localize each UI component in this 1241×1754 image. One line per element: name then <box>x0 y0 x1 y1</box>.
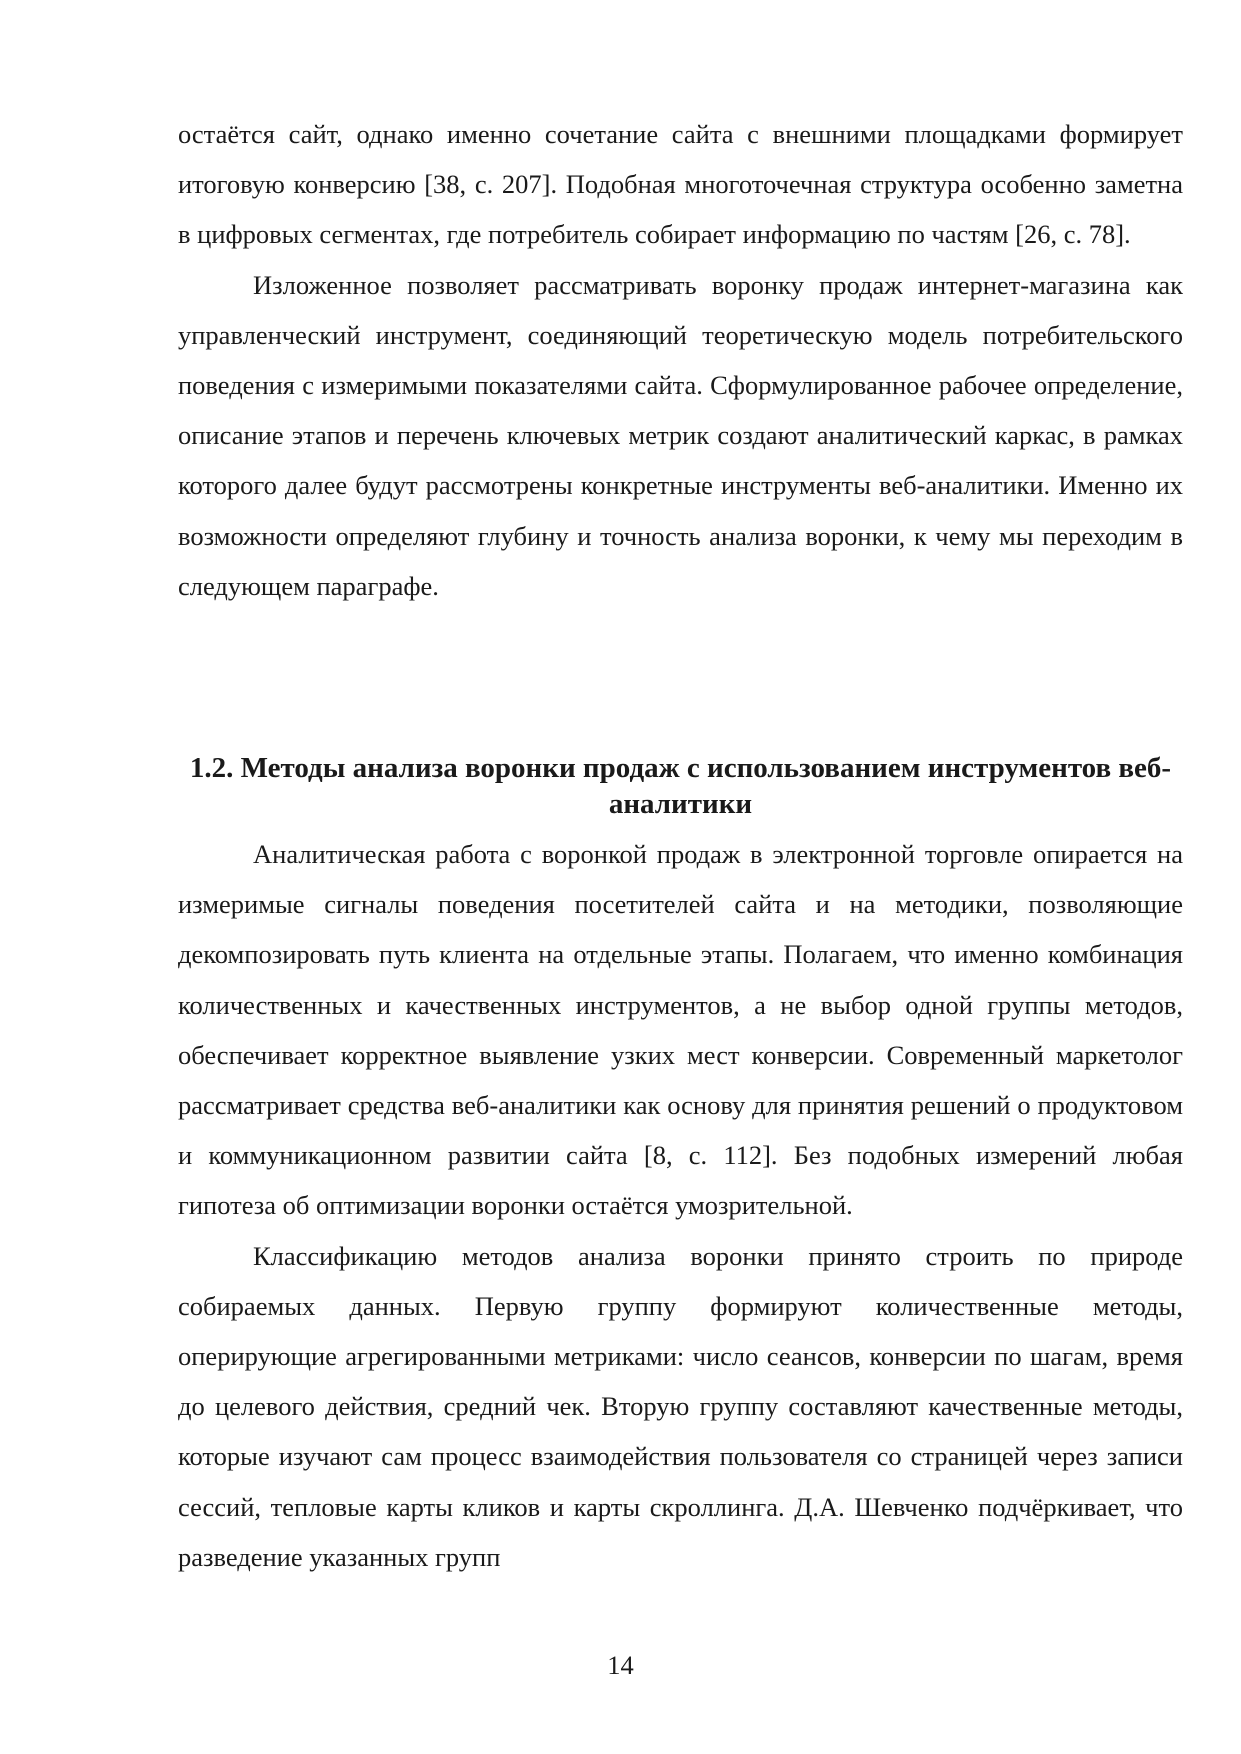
paragraph-summary: Изложенное позволяет рассматривать воронку продаж интернет-магазина как управленческий инструмент, соединяющий теоретическую модель потребительского поведения с измеримыми показателями сайта. Сформулированное рабочее определение, описание этапов и перечень ключевых метрик создают аналитический каркас, в рамках которого далее будут рассмотрены конкретные инструменты веб-аналитики. Именно их возможности определяют глубину и точность анализа воронки, к чему мы переходим в следующем параграфе. <box>178 269 1183 601</box>
text-block-section <box>178 829 1183 1582</box>
paragraph-continuation: остаётся сайт, однако именно сочетание сайта с внешними площадками формирует итоговую конверсию [38, с. 207]. Подобная многоточечная структура особенно заметна в цифровых сегментах, где потребитель собирает информацию по частям [26, с. 78]. <box>178 119 1183 250</box>
text-block-top <box>178 109 1183 611</box>
paragraph-analytics-intro: Аналитическая работа с воронкой продаж в электронной торговле опирается на измеримые сигналы поведения посетителей сайта и на методики, позволяющие декомпозировать путь клиента на отдельные этапы. Полагаем, что именно комбинация количественных и качественных инструментов, а не выбор одной группы методов, обеспечивает корректное выявление узких мест конверсии. Современный маркетолог рассматривает средства веб-аналитики как основу для принятия решений о продуктовом и коммуникационном развитии сайта [8, с. 112]. Без подобных измерений любая гипотеза об оптимизации воронки остаётся умозрительной. <box>178 839 1183 1221</box>
page-number: 14 <box>607 1650 634 1680</box>
paragraph-methods-classification: Классификацию методов анализа воронки принято строить по природе собираемых данных. Первую группу формируют количественные методы, оперирующие агрегированными метриками: число сеансов, конверсии по шагам, время до целевого действия, средний чек. Вторую группу составляют качественные методы, которые изучают сам процесс взаимодействия пользователя со страницей через записи сессий, тепловые карты кликов и карты скроллинга. Д.А. Шевченко подчёркивает, что разведение указанных групп <box>178 1240 1183 1572</box>
section-heading: 1.2. Методы анализа воронки продаж с использованием инструментов веб-аналитики <box>189 752 1172 820</box>
